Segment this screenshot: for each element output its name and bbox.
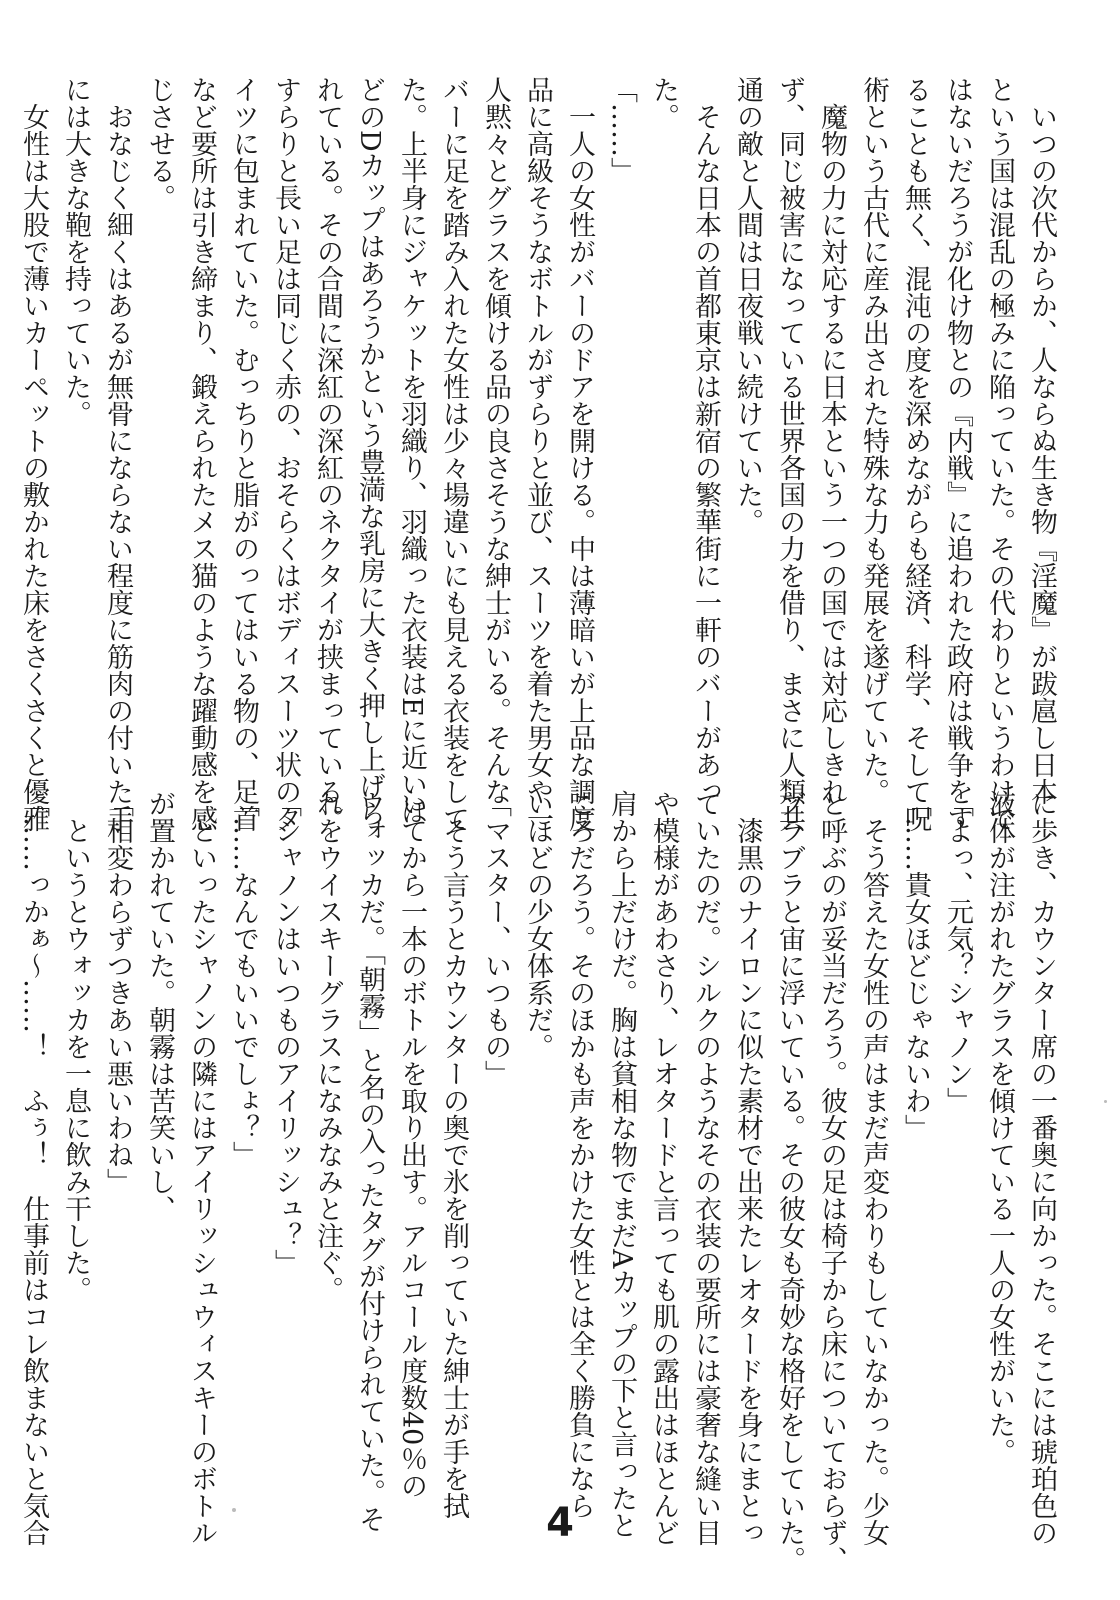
text-line: 「相変わらずつきあい悪いわね」 (102, 790, 133, 1195)
text-line: いほどの少女体系だ。 (522, 790, 553, 1060)
text-line: そう言うとカウンターの奥で氷を削っていた紳士が手を拭 (438, 790, 469, 1519)
text-line: そんな日本の首都東京は新宿の繁華街に一軒のバーがあっ (690, 76, 721, 805)
text-line: 肩から上だけだ。胸は貧相な物でまだAカップの下と言ったと (606, 790, 637, 1539)
text-line: 通の敵と人間は日夜戦い続けていた。 (732, 76, 763, 535)
bottom-text-block (18, 790, 1062, 1573)
text-line: 漆黒のナイロンに似た素材で出来たレオタードを身にまとっ (732, 790, 763, 1546)
text-line: 女性は大股で薄いカーペットの敷かれた床をさくさくと優雅 (18, 76, 49, 832)
text-line: はないだろうが化け物との『内戦』に追われた政府は戦争をす (942, 76, 973, 832)
text-line: 「……」 (606, 76, 637, 184)
text-line: 品に高級そうなボトルがずらりと並び、スーツを着た男女や一 (522, 76, 553, 832)
text-line: すらりと長い足は同じく赤の、おそらくはボディスーツ状のタ (270, 76, 301, 832)
text-line: ず、同じ被害になっている世界各国の力を借り、まさに人類共 (774, 76, 805, 832)
text-line: と呼ぶのが妥当だろう。彼女の足は椅子から床についておらず、 (816, 790, 847, 1573)
text-line: 「シャノンはいつものアイリッシュ？」 (270, 790, 301, 1276)
text-line: そう答えた女性の声はまだ声変わりもしていなかった。少女 (858, 790, 889, 1546)
text-line: や模様があわさり、レオタードと言っても肌の露出はほとんど (648, 790, 679, 1546)
text-line: 一人の女性がバーのドアを開ける。中は薄暗いが上品な調度 (564, 76, 595, 832)
text-line: ブラブラと宙に浮いている。その彼女も奇妙な格好をしていた。 (774, 790, 805, 1573)
text-line: 術という古代に産み出された特殊な力も発展を遂げていた。 (858, 76, 889, 805)
text-line: どのDカップはあろうかという豊満な乳房に大きく押し上げら (354, 76, 385, 827)
text-line: 「よっ、元気？シャノン」 (942, 790, 973, 1114)
text-line: というとウォッカを一息に飲み干した。 (60, 790, 91, 1303)
text-line: など要所は引き締まり、鍛えられたメス猫のような躍動感を感 (186, 76, 217, 832)
text-line: といったシャノンの隣にはアイリッシュウィスキーのボトル (186, 790, 217, 1546)
text-line: バーに足を踏み入れた女性は少々場違いにも見える衣装をして (438, 76, 469, 832)
text-line: に歩き、カウンター席の一番奥に向かった。そこには琥珀色の (1026, 790, 1057, 1546)
text-line: という国は混乱の極みに陥っていた。その代わりというわけで (984, 76, 1015, 832)
text-line: れている。その合間に深紅の深紅のネクタイが挟まっている。 (312, 76, 343, 832)
text-line: いてから一本のボトルを取り出す。アルコール度数40％の (396, 790, 427, 1500)
text-line: ていたのだ。シルクのようなその衣装の要所には豪奢な縫い目 (690, 790, 721, 1546)
text-line: 「……貴女ほどじゃないわ」 (900, 790, 931, 1141)
text-line: れをウイスキーグラスになみなみと注ぐ。 (312, 790, 343, 1303)
text-line: イツに包まれていた。むっちりと脂がのってはいる物の、足首 (228, 76, 259, 832)
scan-speck (232, 1508, 236, 1512)
text-line: ウォッカだ。「朝霧」と名の入ったタグが付けられていた。そ (354, 790, 385, 1533)
text-line: 魔物の力に対応するに日本という一つの国では対応しきれ (816, 76, 847, 805)
page-number: 4 (546, 1500, 574, 1546)
text-line: 「……なんでもいいでしょ？」 (228, 790, 259, 1168)
scan-speck (1104, 1100, 1107, 1103)
text-line: 「マスター、いつもの」 (480, 790, 511, 1087)
text-line: た。上半身にジャケットを羽織り、羽織った衣装はEに近いほ (396, 76, 427, 825)
text-line: おなじく細くはあるが無骨にならない程度に筋肉の付いた手 (102, 76, 133, 832)
text-line: いつの次代からか、人ならぬ生き物『淫魔』が跋扈し日本 (1026, 76, 1057, 805)
text-line: 液体が注がれたグラスを傾けている一人の女性がいた。 (984, 790, 1015, 1465)
text-line: 人黙々とグラスを傾ける品の良さそうな紳士がいる。そんな (480, 76, 511, 805)
text-line: ることも無く、混沌の度を深めながらも経済、科学、そして呪 (900, 76, 931, 832)
text-line: には大きな鞄を持っていた。 (60, 76, 91, 427)
top-text-block (18, 76, 1062, 832)
text-line: が置かれていた。朝霧は苦笑いし、 (144, 790, 175, 1222)
text-line: ころだろう。そのほかも声をかけた女性とは全く勝負になら (564, 790, 595, 1519)
text-line: た。 (648, 76, 679, 130)
text-line: じさせる。 (144, 76, 175, 211)
text-line: 「……っかぁ～……！ ふぅ！ 仕事前はコレ飲まないと気合 (18, 790, 49, 1546)
